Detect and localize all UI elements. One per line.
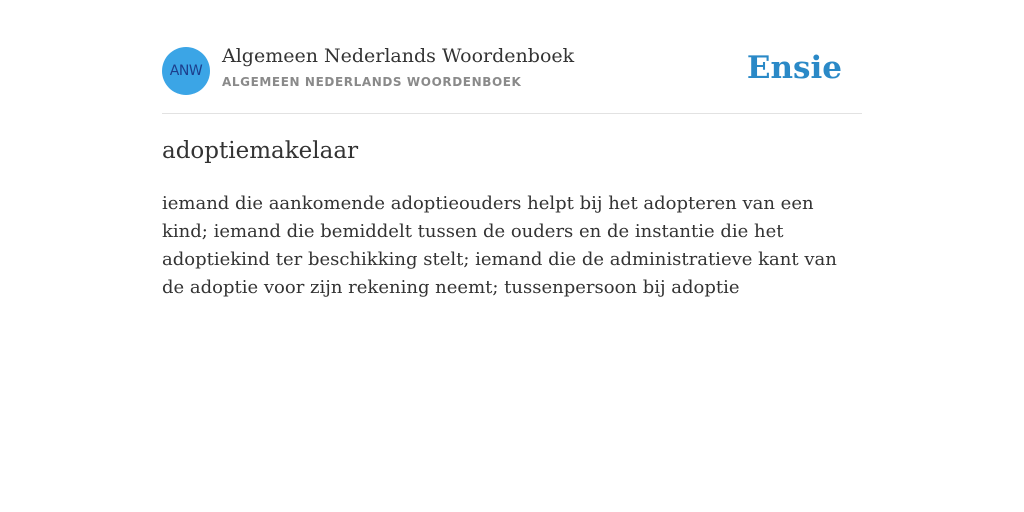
entry-term: adoptiemakelaar xyxy=(162,138,359,164)
logo-text: ANW xyxy=(169,63,203,79)
dictionary-card xyxy=(162,0,862,298)
source-title: Algemeen Nederlands Woordenboek xyxy=(222,45,575,67)
card-header xyxy=(162,0,862,114)
ensie-brand-link[interactable]: Ensie xyxy=(746,50,842,86)
source-subtitle: ALGEMEEN NEDERLANDS WOORDENBOEK xyxy=(222,75,522,89)
anw-logo xyxy=(162,47,210,95)
entry-definition: iemand die aankomende adoptieouders helpt bij het adopteren van een kind; iemand die bemiddelt tussen de ouders en de instantie die het adoptiekind ter beschikking stelt; iemand die de administratieve kant van de adoptie voor zijn rekening neemt; tussenpersoon bij adoptie xyxy=(162,193,837,298)
